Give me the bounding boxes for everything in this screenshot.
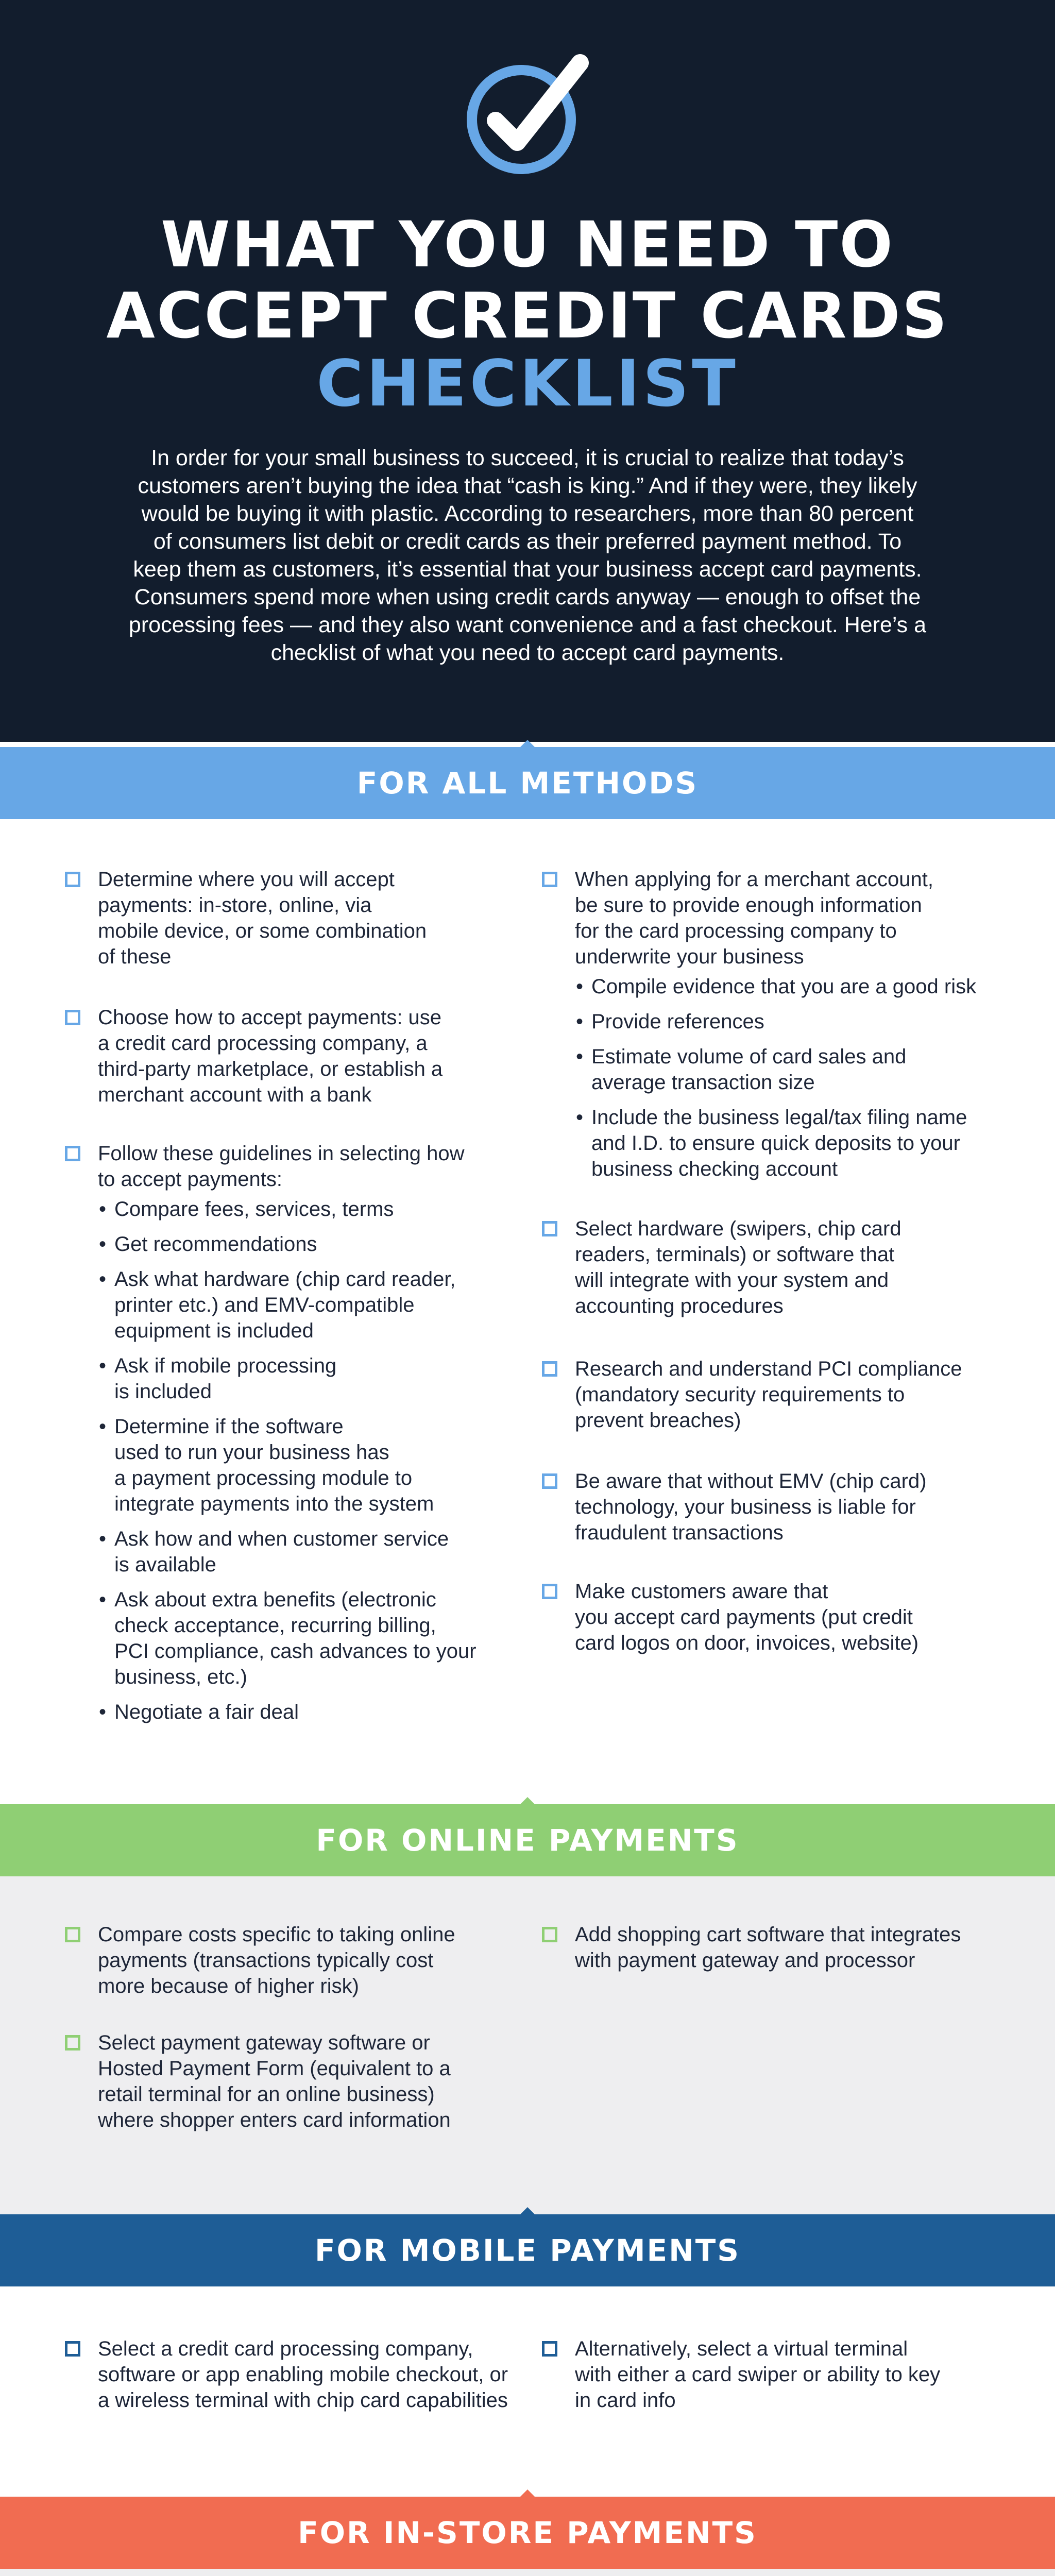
sub-item <box>98 1196 525 1222</box>
intro-line: processing fees — and they also want convenience and a fast checkout. Here’s a <box>128 613 927 637</box>
sub-item-text-line: is available <box>114 1553 216 1576</box>
sub-item-text-line: • Include the business legal/tax filing name <box>591 1106 967 1129</box>
checkbox-icon <box>542 1584 557 1599</box>
checkbox-icon <box>65 1146 80 1161</box>
sub-item-text-line: • Ask how and when customer service <box>114 1528 449 1550</box>
checkbox-icon <box>65 1927 80 1942</box>
item-text-line: where shopper enters card information <box>98 2109 451 2131</box>
item-text-line: a wireless terminal with chip card capabilities <box>98 2389 508 2412</box>
item-text-line: When applying for a merchant account, <box>575 868 933 891</box>
item-text-line: underwrite your business <box>575 945 804 968</box>
section-header-in-store: FOR IN-STORE PAYMENTS <box>0 2497 1055 2569</box>
intro-line: of consumers list debit or credit cards as their preferred payment method. To <box>153 529 902 554</box>
sub-item-text-line: • Negotiate a fair deal <box>114 1701 299 1723</box>
item-text-line: Determine where you will accept <box>98 868 395 891</box>
item-text-line: to accept payments: <box>98 1168 282 1191</box>
sub-item-text-line: PCI compliance, cash advances to your <box>114 1640 477 1663</box>
item-text-line: of these <box>98 945 172 968</box>
section-header-all-methods: FOR ALL METHODS <box>0 747 1055 819</box>
sub-item-list <box>98 1196 525 1725</box>
sub-item <box>98 1587 525 1690</box>
checkbox-icon <box>542 2341 557 2357</box>
item-text-line: for the card processing company to <box>575 920 897 942</box>
sub-item <box>575 1105 1002 1182</box>
sub-item-text-line: used to run your business has <box>114 1441 389 1464</box>
checklist-item <box>575 1356 1002 1433</box>
item-text-line: Select payment gateway software or <box>98 2031 430 2054</box>
checkbox-icon <box>65 872 80 887</box>
sub-item-text-line: check acceptance, recurring billing, <box>114 1614 436 1637</box>
item-text-line: merchant account with a bank <box>98 1083 372 1106</box>
sub-item-text-line: • Provide references <box>591 1010 764 1033</box>
item-text-line: Compare costs specific to taking online <box>98 1923 455 1946</box>
item-text-line: Select hardware (swipers, chip card <box>575 1217 901 1240</box>
item-text-line: payments (transactions typically cost <box>98 1949 434 1972</box>
checkbox-icon <box>65 2035 80 2050</box>
item-text-line: retail terminal for an online business) <box>98 2083 435 2106</box>
checklist-item <box>575 1922 1002 1973</box>
sub-item <box>98 1353 525 1404</box>
item-text-line: more because of higher risk) <box>98 1975 359 1997</box>
checklist-item <box>98 2030 525 2133</box>
hero-header <box>0 0 1055 742</box>
sub-item <box>98 1231 525 1257</box>
intro-line: Consumers spend more when using credit cards anyway — enough to offset the <box>134 585 921 609</box>
intro-line: checklist of what you need to accept card payments. <box>270 640 785 665</box>
sub-item <box>98 1266 525 1344</box>
checkbox-icon <box>65 1010 80 1025</box>
item-text-line: third-party marketplace, or establish a <box>98 1058 443 1080</box>
sub-item-text-line: equipment is included <box>114 1319 314 1342</box>
sub-item-text-line: integrate payments into the system <box>114 1493 434 1515</box>
sub-item-text-line: average transaction size <box>591 1071 815 1094</box>
item-text-line: accounting procedures <box>575 1295 784 1317</box>
sub-item-text-line: • Determine if the software <box>114 1415 344 1438</box>
sub-item-text-line: • Ask what hardware (chip card reader, <box>114 1268 456 1291</box>
checklist-item <box>575 1216 1002 1319</box>
checklist-item <box>575 1579 1002 1656</box>
checklist-item <box>98 1005 525 1108</box>
item-text-line: will integrate with your system and <box>575 1269 889 1292</box>
section-header-mobile: FOR MOBILE PAYMENTS <box>0 2214 1055 2286</box>
item-text-line: Follow these guidelines in selecting how <box>98 1142 465 1165</box>
checklist-item <box>98 1141 525 1734</box>
item-text-line: Make customers aware that <box>575 1580 828 1603</box>
checkbox-icon <box>542 1361 557 1377</box>
item-text-line: mobile device, or some combination <box>98 920 427 942</box>
section-online <box>0 1876 1055 2214</box>
sub-item-list <box>575 974 1002 1182</box>
checklist-item <box>575 2336 1002 2413</box>
sub-item-text-line: a payment processing module to <box>114 1467 413 1489</box>
intro-paragraph <box>113 444 942 667</box>
sub-item-text-line: is included <box>114 1380 212 1403</box>
item-text-line: technology, your business is liable for <box>575 1496 916 1518</box>
checklist-item <box>98 1922 525 1999</box>
page-title-line-2: ACCEPT CREDIT CARDS <box>106 279 949 352</box>
item-text-line: in card info <box>575 2389 676 2412</box>
section-in-store <box>0 2569 1055 2576</box>
sub-item-text-line: • Estimate volume of card sales and <box>591 1045 907 1068</box>
sub-item <box>575 974 1002 999</box>
item-text-line: you accept card payments (put credit <box>575 1606 913 1629</box>
sub-item <box>98 1526 525 1578</box>
item-text-line: Research and understand PCI compliance <box>575 1358 962 1380</box>
item-text-line: Alternatively, select a virtual terminal <box>575 2337 908 2360</box>
sub-item-text-line: business, etc.) <box>114 1666 247 1688</box>
item-text-line: prevent breaches) <box>575 1409 741 1432</box>
item-text-line: with either a card swiper or ability to key <box>575 2363 941 2386</box>
sub-item-text-line: • Compare fees, services, terms <box>114 1198 394 1221</box>
section-mobile <box>0 2286 1055 2497</box>
checkbox-icon <box>542 872 557 887</box>
item-text-line: be sure to provide enough information <box>575 894 922 917</box>
item-text-line: Add shopping cart software that integrates <box>575 1923 961 1946</box>
section-header-online: FOR ONLINE PAYMENTS <box>0 1804 1055 1876</box>
item-text-line: a credit card processing company, a <box>98 1032 428 1055</box>
sub-item-text-line: and I.D. to ensure quick deposits to your <box>591 1132 960 1155</box>
sub-item-text-line: • Compile evidence that you are a good risk <box>591 975 977 998</box>
sub-item <box>575 1009 1002 1035</box>
intro-line: would be buying it with plastic. According to researchers, more than 80 percent <box>141 501 914 526</box>
item-text-line: (mandatory security requirements to <box>575 1383 905 1406</box>
item-text-line: payments: in-store, online, via <box>98 894 372 917</box>
checklist-item <box>575 867 1002 1191</box>
sub-item <box>575 1044 1002 1095</box>
item-text-line: software or app enabling mobile checkout, or <box>98 2363 508 2386</box>
checkbox-icon <box>65 2341 80 2357</box>
section-all-methods <box>0 819 1055 1798</box>
page-subtitle-checklist: CHECKLIST <box>316 347 739 421</box>
intro-line: keep them as customers, it’s essential that your business accept card payments. <box>133 557 922 582</box>
checklist-item <box>575 1468 1002 1546</box>
item-text-line: Select a credit card processing company, <box>98 2337 473 2360</box>
checkbox-icon <box>542 1473 557 1489</box>
checkmark-circle-icon <box>466 52 589 175</box>
checkbox-icon <box>542 1927 557 1942</box>
item-text-line: Choose how to accept payments: use <box>98 1006 442 1029</box>
checkbox-icon <box>542 1221 557 1236</box>
intro-line: customers aren’t buying the idea that “cash is king.” And if they were, they likely <box>138 473 917 498</box>
item-text-line: card logos on door, invoices, website) <box>575 1632 919 1654</box>
sub-item-text-line: • Get recommendations <box>114 1233 317 1256</box>
sub-item-text-line: business checking account <box>591 1158 838 1180</box>
item-text-line: readers, terminals) or software that <box>575 1243 895 1266</box>
sub-item-text-line: • Ask if mobile processing <box>114 1354 337 1377</box>
intro-line: In order for your small business to succeed, it is crucial to realize that today’s <box>151 446 904 470</box>
checklist-item <box>98 867 525 970</box>
sub-item-text-line: printer etc.) and EMV-compatible <box>114 1294 415 1316</box>
sub-item-text-line: • Ask about extra benefits (electronic <box>114 1588 436 1611</box>
item-text-line: fraudulent transactions <box>575 1521 784 1544</box>
sub-item <box>98 1414 525 1517</box>
page-title-line-1: WHAT YOU NEED TO <box>160 208 894 281</box>
item-text-line: Hosted Payment Form (equivalent to a <box>98 2057 451 2080</box>
item-text-line: with payment gateway and processor <box>575 1949 915 1972</box>
sub-item <box>98 1699 525 1725</box>
item-text-line: Be aware that without EMV (chip card) <box>575 1470 927 1493</box>
checklist-item <box>98 2336 525 2413</box>
